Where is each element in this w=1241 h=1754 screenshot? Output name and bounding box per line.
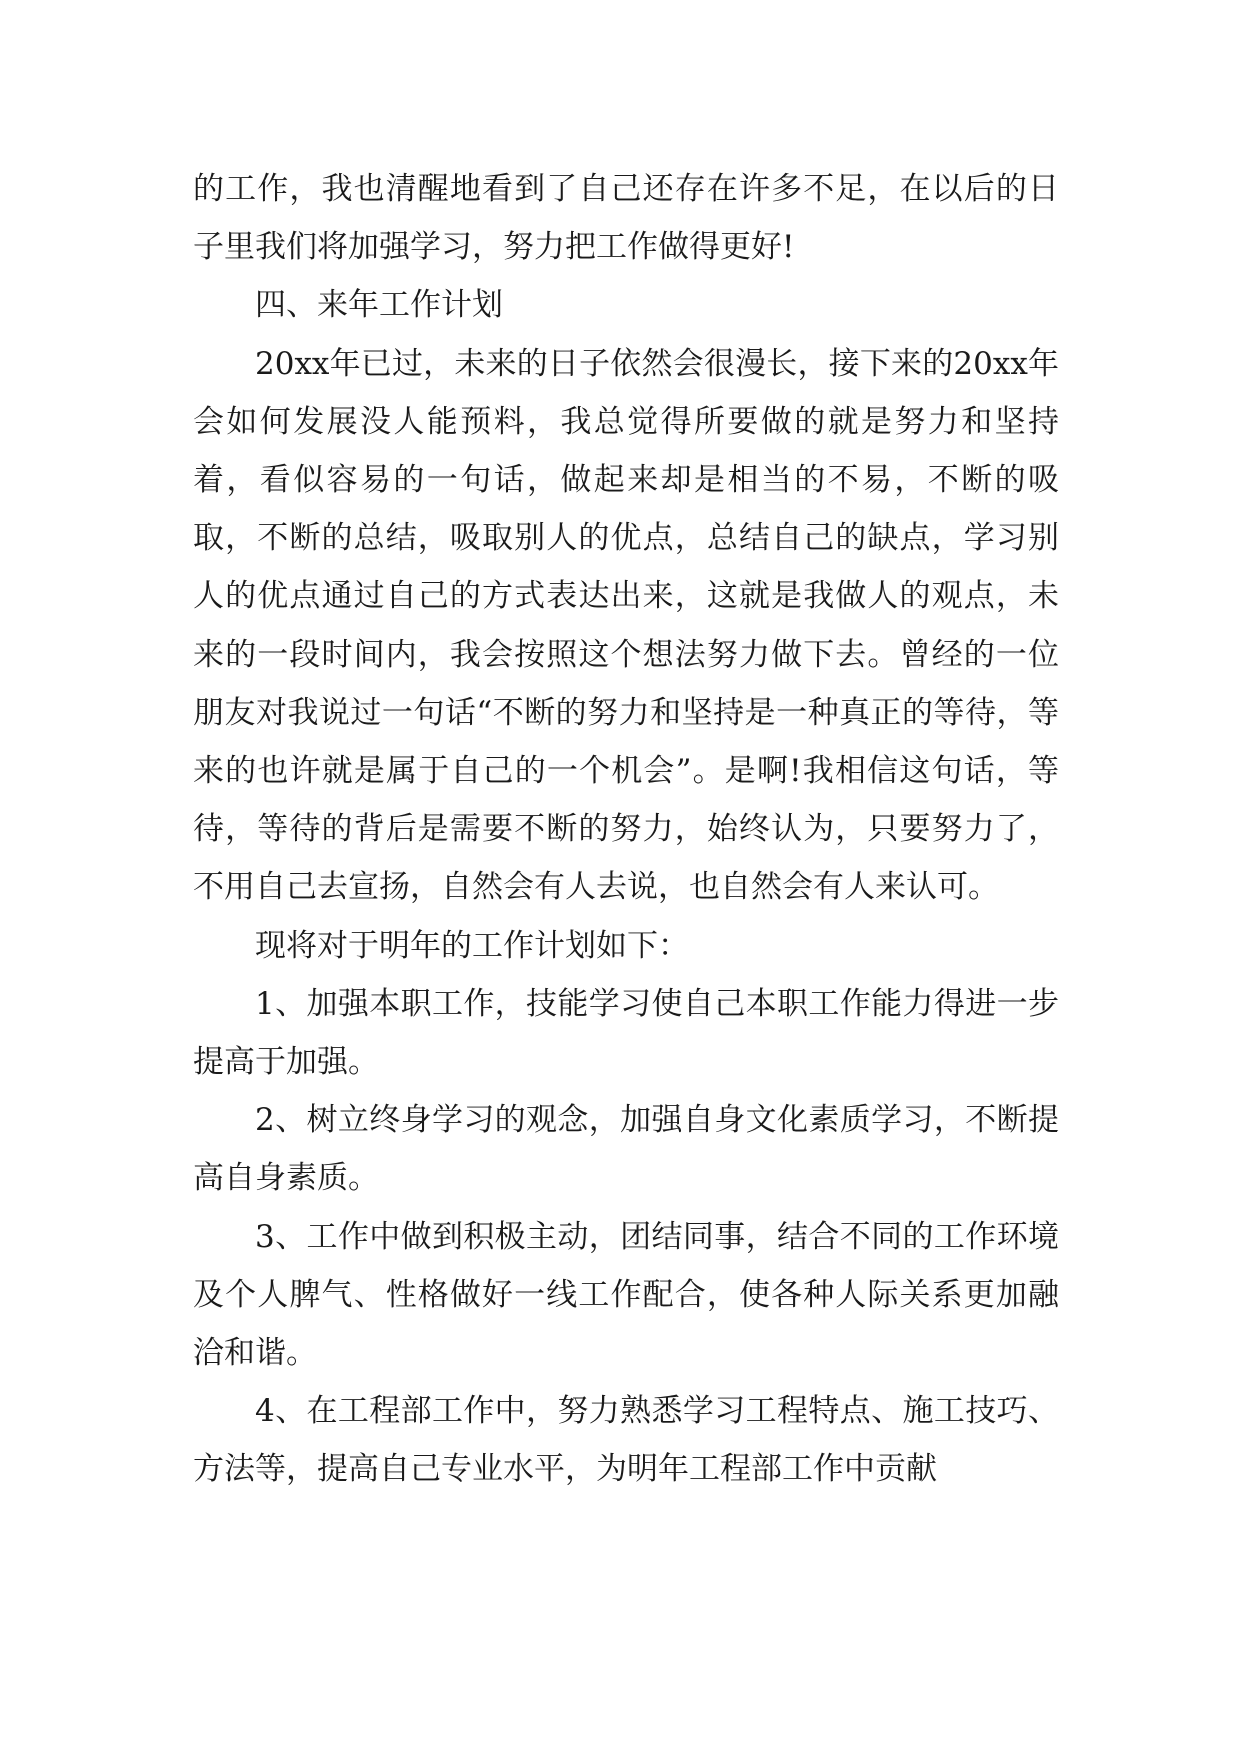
plan-item-3: 3、工作中做到积极主动，团结同事，结合不同的工作环境及个人脾气、性格做好一线工作配合，使各种人际关系更加融洽和谐。 (193, 1218, 1059, 1372)
paragraph-reflection: 20xx年已过，未来的日子依然会很漫长，接下来的20xx年会如何发展没人能预料，我总觉得所要做的就是努力和坚持着，看似容易的一句话，做起来却是相当的不易，不断的吸取，不断的总结，吸取别人的优点，总结自己的缺点，学习别人的优点通过自己的方式表达出来，这就是我做人的观点，未来的一段时间内，我会按照这个想法努力做下去。曾经的一位朋友对我说过一句话“不断的努力和坚持是一种真正的等待，等来的也许就是属于自己的一个机会”。是啊!我相信这句话，等待，等待的背后是需要不断的努力，始终认为，只要努力了，不用自己去宣扬，自然会有人去说，也自然会有人来认可。 (193, 345, 1059, 906)
plan-item-1: 1、加强本职工作，技能学习使自己本职工作能力得进一步提高于加强。 (193, 985, 1059, 1081)
document-body (193, 160, 1059, 1499)
section-heading-next-year-plan: 四、来年工作计划 (255, 287, 503, 324)
paragraph-continuation: 的工作，我也清醒地看到了自己还存在许多不足，在以后的日子里我们将加强学习，努力把工作做得更好! (193, 171, 1059, 266)
plan-item-4: 4、在工程部工作中，努力熟悉学习工程特点、施工技巧、方法等，提高自己专业水平，为明年工程部工作中贡献 (193, 1393, 1059, 1488)
plan-item-2: 2、树立终身学习的观念，加强自身文化素质学习，不断提高自身素质。 (193, 1102, 1059, 1197)
paragraph-plan-intro: 现将对于明年的工作计划如下： (255, 927, 689, 964)
